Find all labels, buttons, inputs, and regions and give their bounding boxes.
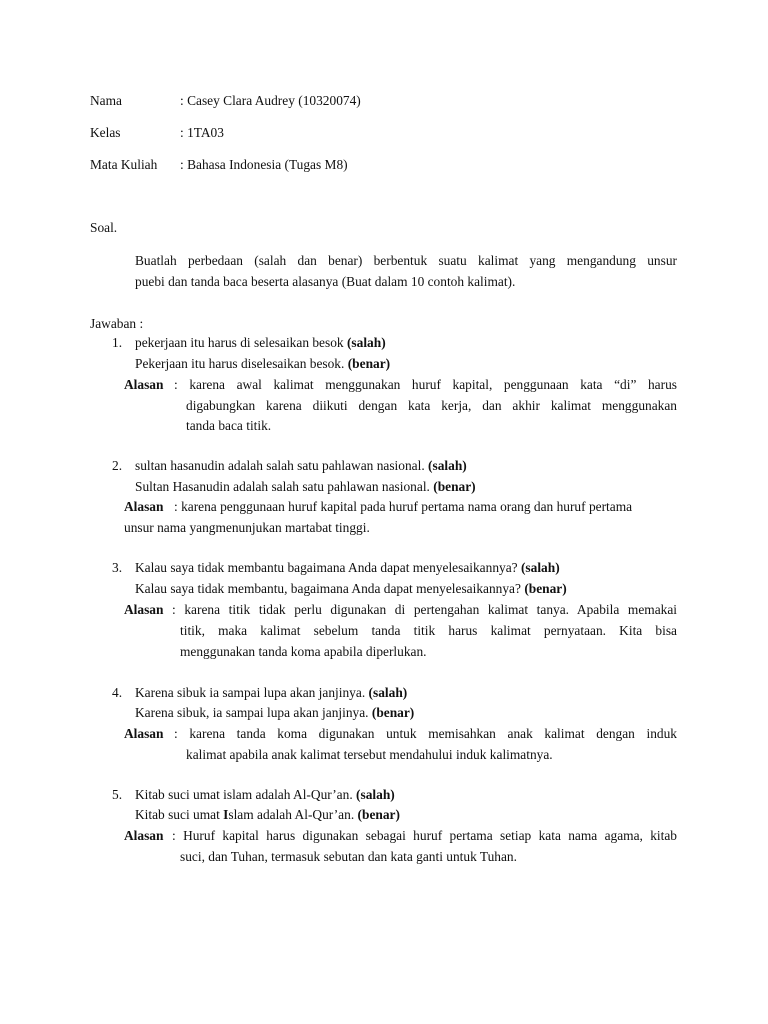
name-label: Nama — [90, 93, 122, 108]
item-4-right: Karena sibuk, ia sampai lupa akan janjinya. (benar) — [135, 705, 415, 720]
name-value: : Casey Clara Audrey (10320074) — [180, 93, 361, 108]
item-2-right: Sultan Hasanudin adalah salah satu pahlawan nasional. (benar) — [135, 479, 476, 494]
item-2-wrong: sultan hasanudin adalah salah satu pahlawan nasional. (salah) — [135, 458, 467, 473]
soal-line-2: puebi dan tanda baca beserta alasanya (Buat dalam 10 contoh kalimat). — [135, 274, 516, 289]
item-5-reason-1: : Huruf kapital harus digunakan sebagai huruf pertama setiap kata nama agama, kitab — [172, 828, 677, 843]
item-4-reason-2: kalimat apabila anak kalimat tersebut mendahului induk kalimatnya. — [186, 747, 553, 762]
item-4-wrong: Karena sibuk ia sampai lupa akan janjinya. (salah) — [135, 685, 408, 700]
item-3-reason-3: menggunakan tanda koma apabila diperlukan. — [180, 644, 427, 659]
item-4-reason-1: : karena tanda koma digunakan untuk memisahkan anak kalimat dengan induk — [174, 726, 677, 741]
item-5-number: 5. — [112, 787, 123, 802]
item-1-number: 1. — [112, 335, 123, 350]
soal-heading: Soal. — [90, 220, 118, 235]
item-5-alasan-label: Alasan — [124, 828, 164, 843]
item-4-alasan-label: Alasan — [124, 726, 164, 741]
item-1-right: Pekerjaan itu harus diselesaikan besok. (benar) — [135, 356, 391, 371]
item-2-reason-2: unsur nama yangmenunjukan martabat tinggi. — [124, 520, 370, 535]
item-1-reason-3: tanda baca titik. — [186, 418, 272, 433]
item-2-alasan-label: Alasan — [124, 499, 164, 514]
soal-line-1: Buatlah perbedaan (salah dan benar) berbentuk suatu kalimat yang mengandung unsur — [135, 253, 677, 268]
item-4-number: 4. — [112, 685, 123, 700]
class-label: Kelas — [90, 125, 121, 140]
class-value: : 1TA03 — [180, 125, 224, 140]
jawaban-heading: Jawaban : — [90, 316, 144, 331]
item-3-right: Kalau saya tidak membantu, bagaimana Anda dapat menyelesaikannya? (benar) — [135, 581, 567, 596]
item-5-right: Kitab suci umat Islam adalah Al-Qur’an. (benar) — [135, 807, 400, 822]
item-5-wrong: Kitab suci umat islam adalah Al-Qur’an. (salah) — [135, 787, 395, 802]
item-3-reason-1: : karena titik tidak perlu digunakan di pertengahan kalimat tanya. Apabila memakai — [172, 602, 677, 617]
item-2-reason-1: : karena penggunaan huruf kapital pada huruf pertama nama orang dan huruf pertama — [174, 499, 633, 514]
item-3-alasan-label: Alasan — [124, 602, 164, 617]
item-1-wrong: pekerjaan itu harus di selesaikan besok (salah) — [135, 335, 386, 350]
item-5-reason-2: suci, dan Tuhan, termasuk sebutan dan kata ganti untuk Tuhan. — [180, 849, 517, 864]
item-3-reason-2: titik, maka kalimat sebelum tanda titik harus kalimat pernyataan. Kita bisa — [180, 623, 677, 638]
course-value: : Bahasa Indonesia (Tugas M8) — [180, 157, 348, 172]
item-1-alasan-label: Alasan — [124, 377, 164, 392]
item-3-number: 3. — [112, 560, 123, 575]
course-label: Mata Kuliah — [90, 157, 158, 172]
item-1-reason-1: : karena awal kalimat menggunakan huruf kapital, penggunaan kata “di” harus — [174, 377, 677, 392]
item-1-reason-2: digabungkan karena diikuti dengan kata kerja, dan akhir kalimat menggunakan — [186, 398, 677, 413]
item-3-wrong: Kalau saya tidak membantu bagaimana Anda dapat menyelesaikannya? (salah) — [135, 560, 560, 575]
item-2-number: 2. — [112, 458, 123, 473]
